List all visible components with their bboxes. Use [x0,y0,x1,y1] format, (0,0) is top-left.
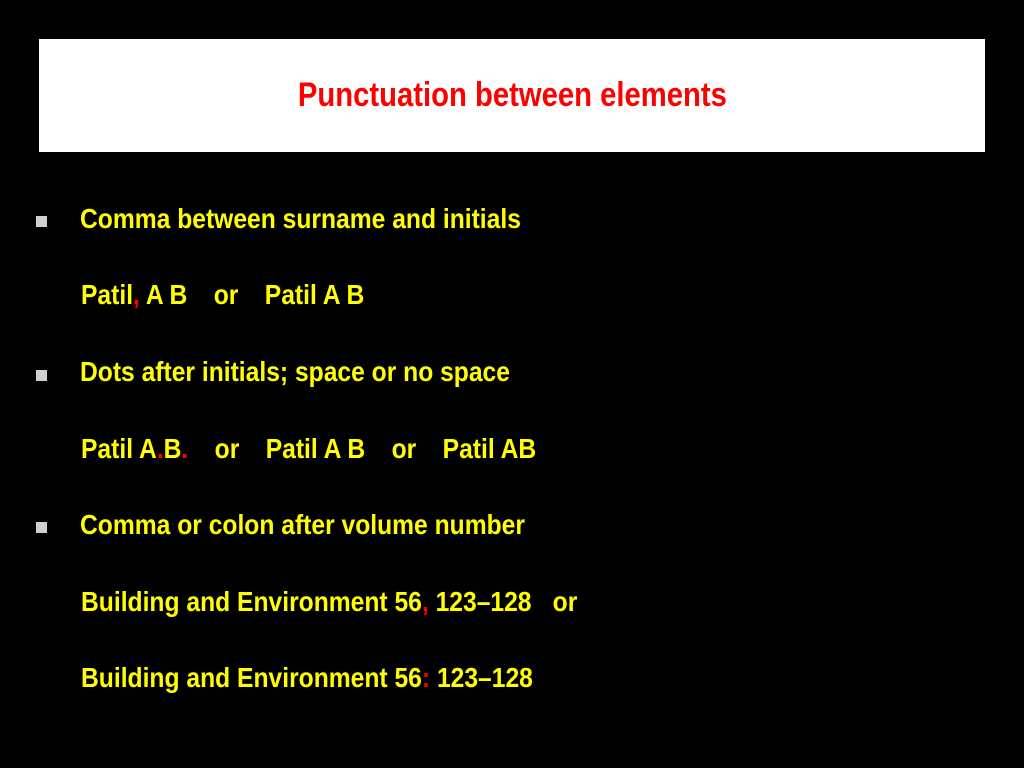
example-text: 123–128 [428,586,532,617]
bullet-item [80,347,569,397]
bullet-text: Comma or colon after volume number [80,509,525,540]
example-text: Patil AB [442,433,537,464]
bullet-text: Dots after initials; space or no space [80,356,510,387]
highlight-comma: , [421,586,429,617]
example-line [81,577,645,627]
example-text: 123–128 [430,662,533,693]
example-text: Building and Environment 56 [81,662,422,693]
example-text: Patil [81,279,134,310]
example-line [81,653,595,703]
title-box [39,39,985,152]
separator-or: or [213,279,239,310]
highlight-dot: . [156,433,164,464]
example-line [81,270,403,320]
separator-or: or [214,433,240,464]
bullet-marker [36,370,47,381]
example-text: Patil A B [264,279,365,310]
bullet-marker [36,216,47,227]
highlight-colon: : [421,662,431,693]
bullet-item [80,500,586,550]
example-line [81,424,598,474]
separator-or: or [391,433,417,464]
example-text: Patil A B [265,433,366,464]
bullet-marker [36,522,47,533]
slide-title: Punctuation between elements [297,76,727,114]
highlight-dot: . [181,433,189,464]
example-text: A B [139,279,188,310]
separator-or: or [552,586,578,617]
example-text: Patil A [81,433,157,464]
example-text: Building and Environment 56 [81,586,422,617]
bullet-text: Comma between surname and initials [80,203,521,234]
bullet-item [80,194,581,244]
highlight-comma: , [133,279,140,310]
example-text: B [163,433,182,464]
